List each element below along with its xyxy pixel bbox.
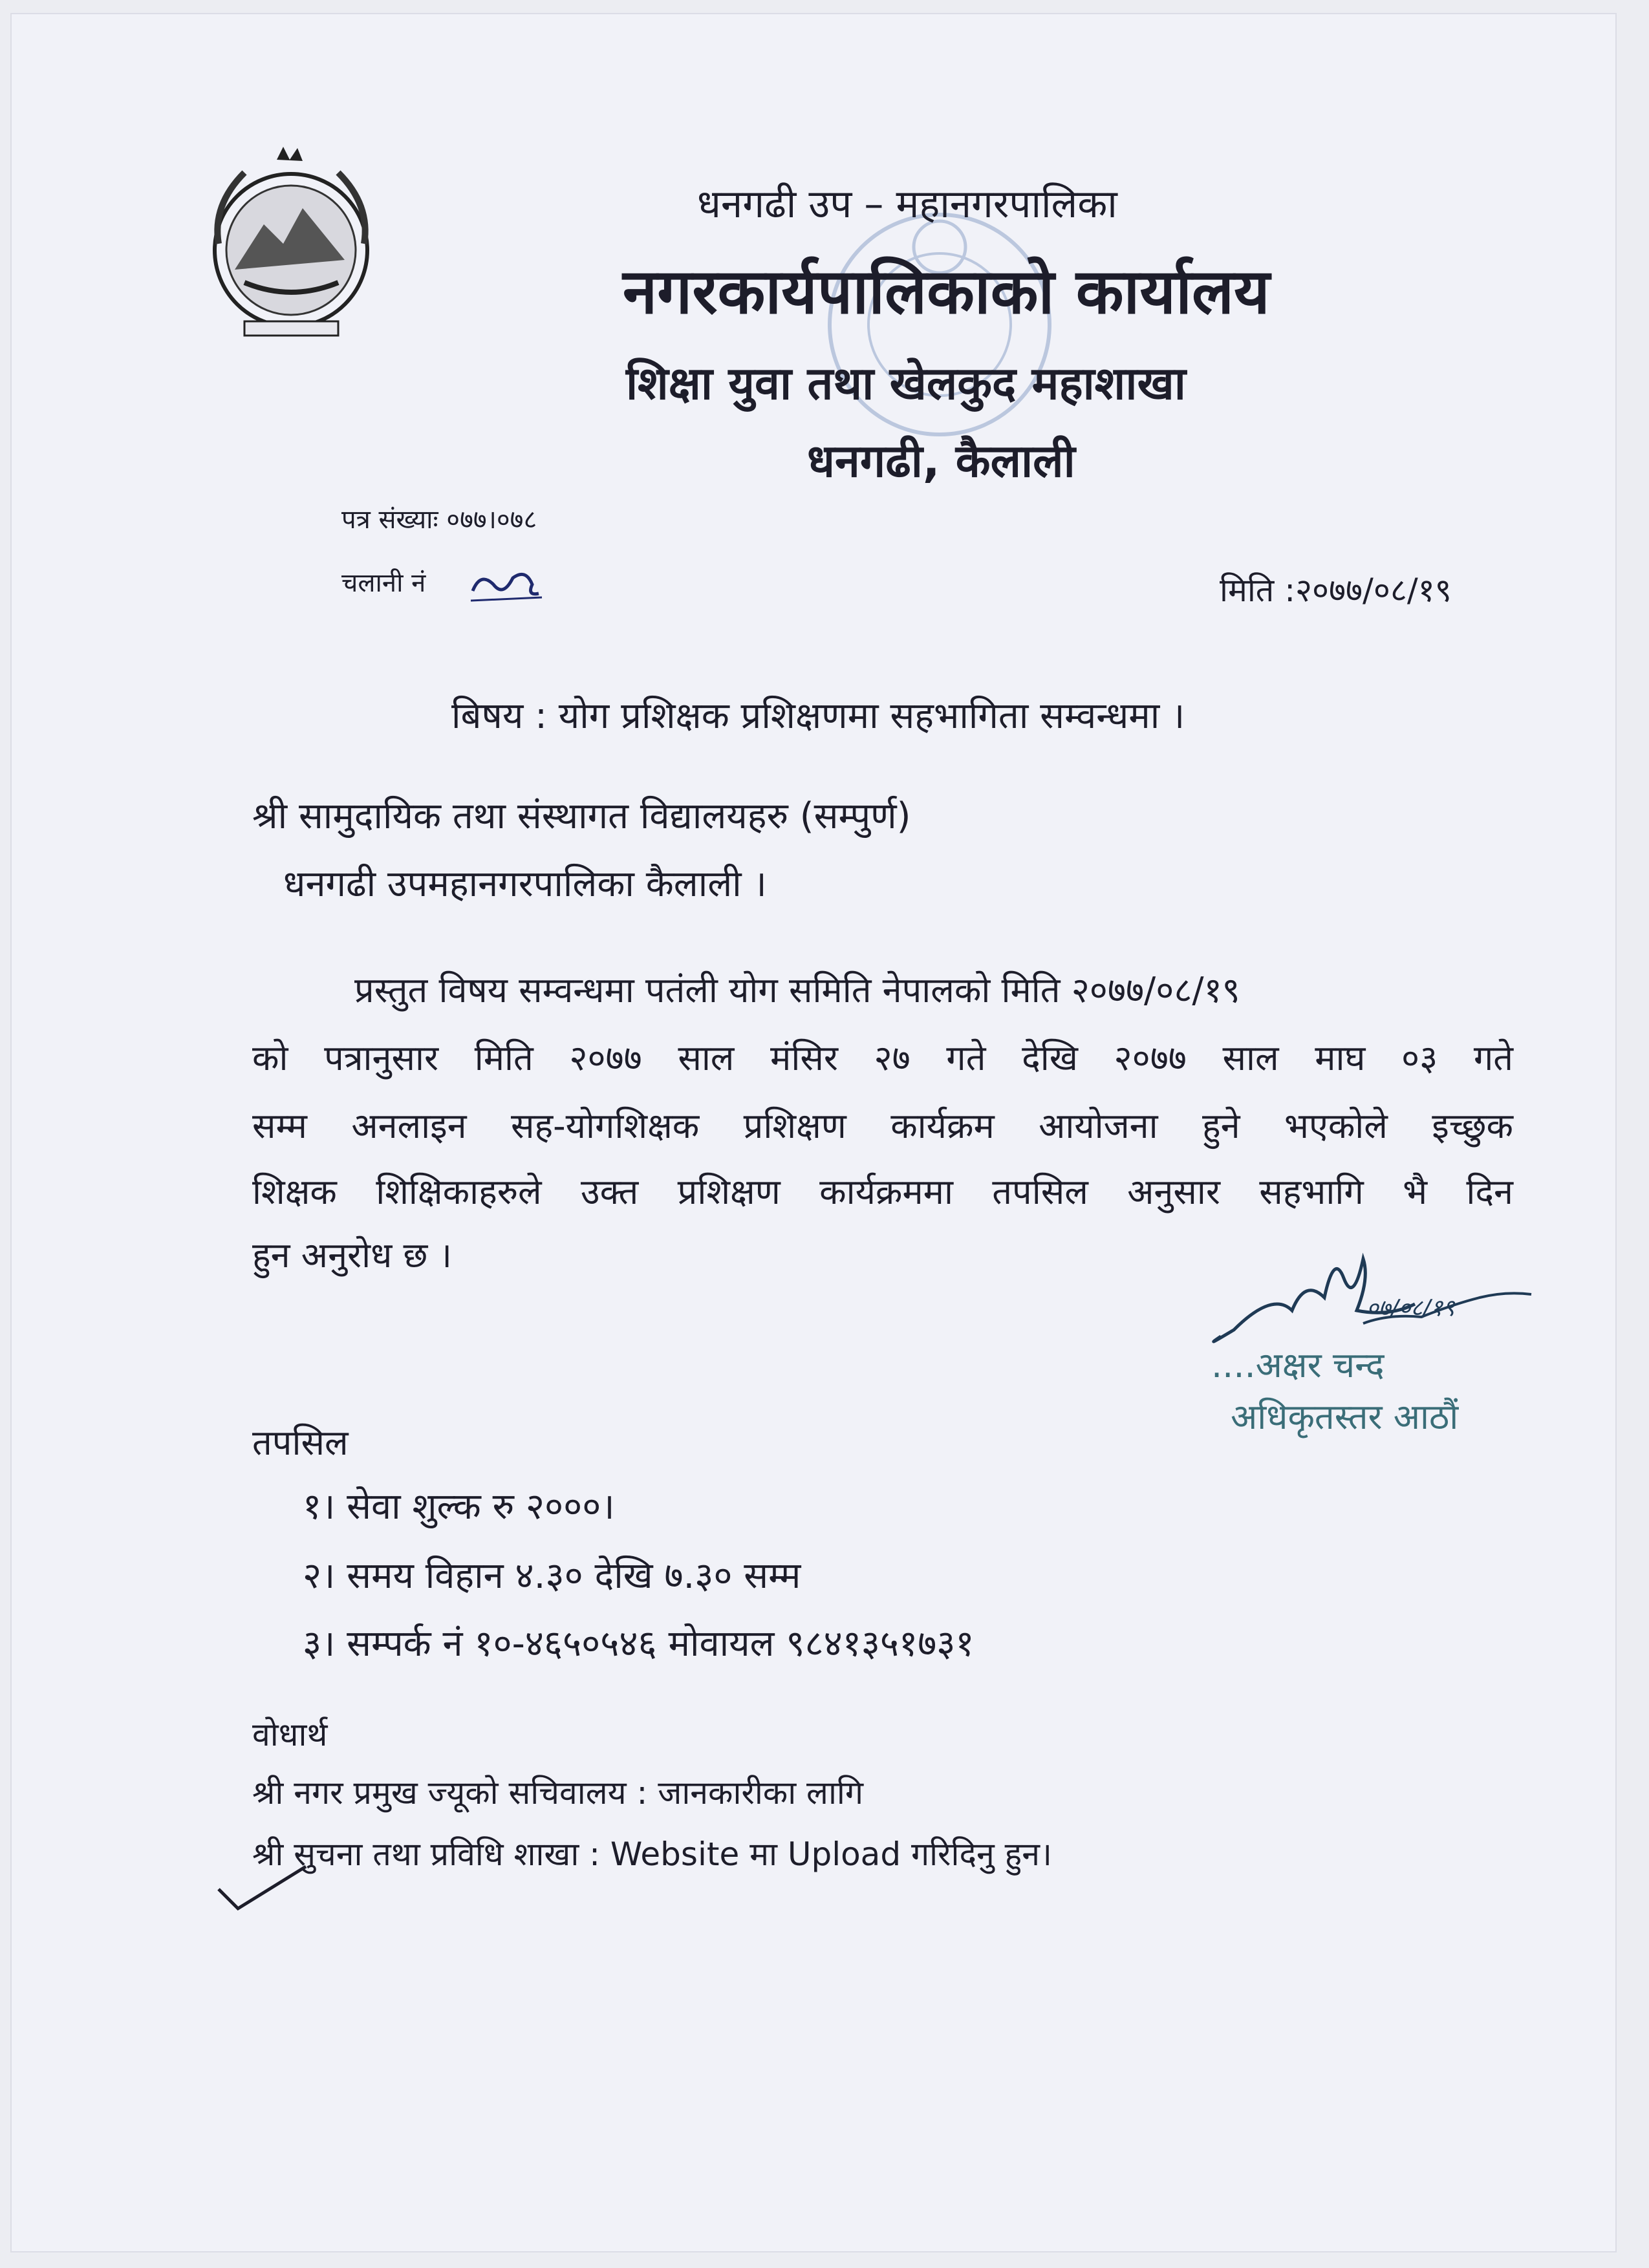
nepal-emblem-logo xyxy=(206,147,377,347)
division-title: शिक्षा युवा तथा खेलकुद महाशाखा xyxy=(626,357,1186,410)
body-line-3: सम्म अनलाइन सह-योगशिक्षक प्रशिक्षण कार्यक्रम आयोजना हुने भएकोले इच्छुक xyxy=(252,1106,1513,1146)
check-mark-icon xyxy=(215,1860,312,1912)
addressee-line-2: धनगढी उपमहानगरपालिका कैलाली । xyxy=(283,863,767,905)
subject-line: बिषय : योग प्रशिक्षक प्रशिक्षणमा सहभागिता सम्वन्धमा । xyxy=(451,695,1185,737)
signature-date: ०७/०८/१९ xyxy=(1366,1295,1455,1321)
body-line-5: हुन अनुरोध छ । xyxy=(252,1235,452,1276)
bodharth-item-2: श्री सुचना तथा प्रविधि शाखा : Website मा Upload गरिदिनु हुन। xyxy=(252,1835,1052,1873)
body-line-4: शिक्षक शिक्षिकाहरुले उक्त प्रशिक्षण कार्यक्रममा तपसिल अनुसार सहभागि भै दिन xyxy=(252,1171,1513,1212)
tapsil-item-2: २। समय विहान ४.३० देखि ७.३० सम्म xyxy=(303,1555,801,1597)
signatory-name: ....अक्षर चन्द xyxy=(1211,1345,1385,1385)
addressee-line-1: श्री सामुदायिक तथा संस्थागत विद्यालयहरु (सम्पुर्ण) xyxy=(252,795,911,837)
handwritten-dispatch-number xyxy=(468,565,545,604)
signatory-title: अधिकृतस्तर आठौं xyxy=(1231,1396,1459,1437)
bodharth-item-1: श्री नगर प्रमुख ज्यूको सचिवालय : जानकारीका लागि xyxy=(252,1774,863,1812)
bodharth-heading: वोधार्थ xyxy=(252,1716,328,1753)
body-line-1: प्रस्तुत विषय सम्वन्धमा पतंली योग समिति नेपालको मिति २०७७/०८/१९ xyxy=(354,970,1240,1011)
office-location: धनगढी, कैलाली xyxy=(807,434,1075,487)
tapsil-heading: तपसिल xyxy=(252,1422,349,1463)
letter-date: मिति :२०७७/०८/१९ xyxy=(1220,572,1452,609)
office-title: नगरकार्यपालिकाको कार्यालय xyxy=(623,255,1270,328)
letter-page xyxy=(12,14,1615,2251)
body-line-2: को पत्रानुसार मिति २०७७ साल मंसिर २७ गते देखि २०७७ साल माघ ०३ गते xyxy=(252,1038,1513,1078)
tapsil-item-1: १। सेवा शुल्क रु २०००। xyxy=(303,1486,615,1528)
municipality-name: धनगढी उप – महानगरपालिका xyxy=(697,182,1117,227)
letter-number: पत्र संख्याः ०७७।०७८ xyxy=(341,505,537,535)
tapsil-item-3: ३। सम्पर्क नं १०-४६५०५४६ मोवायल ९८४१३५१७३१ xyxy=(303,1623,975,1665)
dispatch-number-label: चलानी नं xyxy=(341,568,426,598)
